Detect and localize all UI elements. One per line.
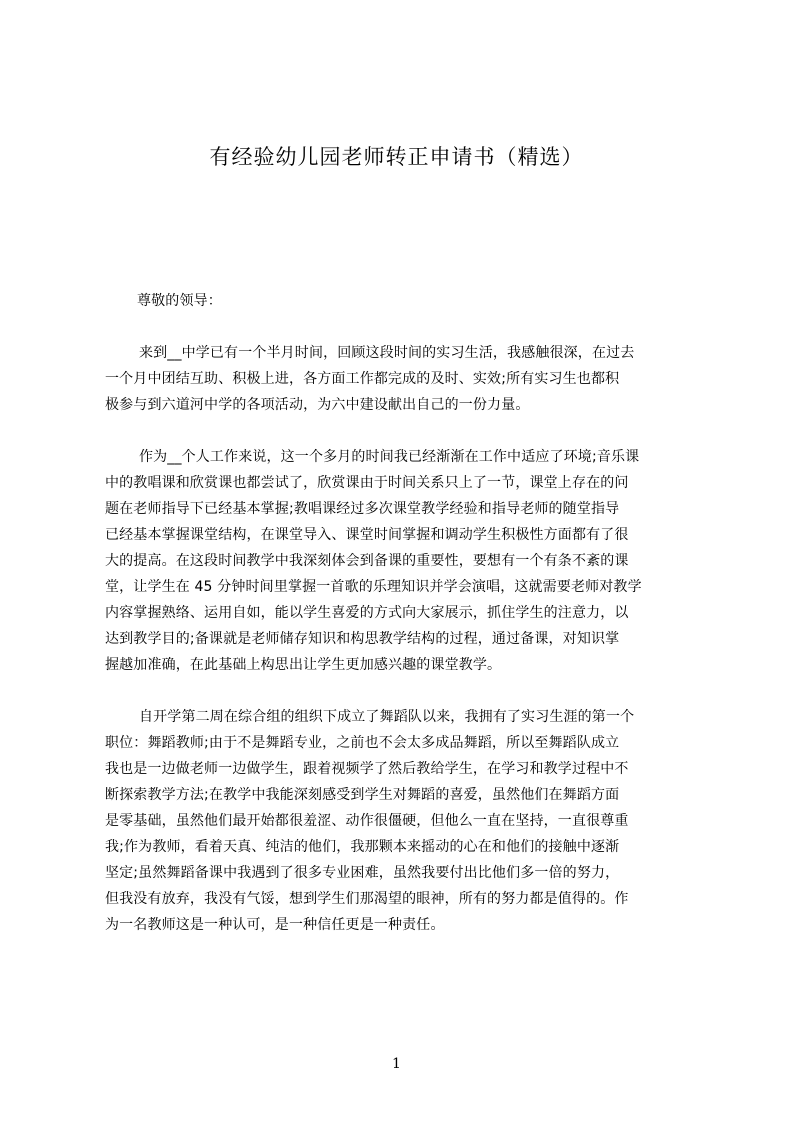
salutation: 尊敬的领导： <box>137 293 222 309</box>
paragraph-line: 一个月中团结互助、积极上进，各方面工作都完成的及时、实效;所有实习生也都积 <box>105 371 620 387</box>
paragraph-line: 堂，让学生在 45 分钟时间里掌握一首歌的乐理知识并学会演唱，这就需要老师对教学 <box>105 579 642 595</box>
paragraph-line: 坚定;虽然舞蹈备课中我遇到了很多专业困难，虽然我要付出比他们多一倍的努力， <box>105 865 620 881</box>
paragraph-line: 内容掌握熟络、运用自如，能以学生喜爱的方式向大家展示，抓住学生的注意力，以 <box>105 605 629 621</box>
paragraph-line: 中的教唱课和欣赏课也都尝试了，欣赏课由于时间关系只上了一节，课堂上存在的问 <box>105 475 629 491</box>
paragraph-line: 是零基础，虽然他们最开始都很羞涩、动作很僵硬，但他么一直在坚持，一直很尊重 <box>105 813 629 829</box>
paragraph-gap <box>105 314 699 340</box>
paragraph-line: 我也是一边做老师一边做学生，跟着视频学了然后教给学生，在学习和教学过程中不 <box>105 761 629 777</box>
paragraph-line: 已经基本掌握课堂结构，在课堂导入、课堂时间掌握和调动学生积极性方面都有了很 <box>105 527 629 543</box>
paragraph-line: 极参与到六道河中学的各项活动，为六中建设献出自己的一份力量。 <box>105 397 530 413</box>
paragraph-line: 为一名教师这是一种认可，是一种信任更是一种责任。 <box>105 917 445 933</box>
paragraph-line: 断探索教学方法;在教学中我能深刻感受到学生对舞蹈的喜爱，虽然他们在舞蹈方面 <box>105 787 620 803</box>
paragraph-line: 职位：舞蹈教师;由于不是舞蹈专业，之前也不会太多成品舞蹈，所以至舞蹈队成立 <box>105 735 620 751</box>
paragraph-line: 握越加准确，在此基础上构思出让学生更加感兴趣的课堂教学。 <box>105 657 502 673</box>
paragraph-line: 自开学第二周在综合组的组织下成立了舞蹈队以来，我拥有了实习生涯的第一个 <box>139 709 635 725</box>
paragraph-line: 我;作为教师，看着天真、纯洁的他们，我那颗本来摇动的心在和他们的接触中逐渐 <box>105 839 620 855</box>
paragraph-line: 达到教学目的;备课就是老师储存知识和构思教学结构的过程，通过备课，对知识掌 <box>105 631 620 647</box>
paragraph-2 <box>105 444 699 678</box>
paragraph-3 <box>105 704 699 938</box>
paragraph-line: 作为__个人工作来说，这一个多月的时间我已经渐渐在工作中适应了环境;音乐课 <box>139 449 640 465</box>
paragraph-gap <box>105 678 699 704</box>
paragraph-1 <box>105 340 699 418</box>
paragraph-line: 大的提高。在这段时间教学中我深刻体会到备课的重要性，要想有一个有条不紊的课 <box>105 553 629 569</box>
paragraph-line: 但我没有放弃，我没有气馁，想到学生们那渴望的眼神，所有的努力都是值得的。作 <box>105 891 629 907</box>
paragraph-line: 来到__中学已有一个半月时间，回顾这段时间的实习生活，我感触很深，在过去 <box>139 345 635 361</box>
page-number: 1 <box>392 1056 401 1072</box>
paragraph-line: 题在老师指导下已经基本掌握;教唱课经过多次课堂教学经验和指导老师的随堂指导 <box>105 501 620 517</box>
document-body <box>105 288 699 938</box>
document-title: 有经验幼儿园老师转正申请书（精选） <box>209 145 584 169</box>
paragraph-gap <box>105 418 699 444</box>
